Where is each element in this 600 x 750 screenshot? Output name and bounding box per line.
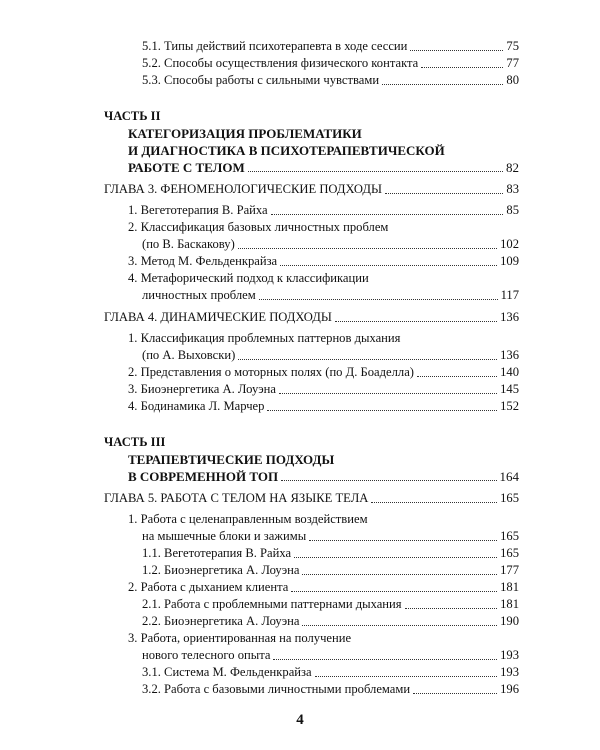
toc-entry-label: 5.1. Типы действий психотерапевта в ходе сессии [142, 39, 408, 53]
toc-page-number: 85 [506, 203, 519, 217]
dot-leader [280, 264, 497, 266]
part-title-line: КАТЕГОРИЗАЦИЯ ПРОБЛЕМАТИКИ [128, 126, 362, 141]
toc-entry-label: 3. Биоэнергетика А. Лоуэна [128, 382, 277, 396]
dot-leader [335, 320, 497, 322]
toc-entry-label: 4. Бодинамика Л. Марчер [128, 399, 265, 413]
toc-entry[interactable] [104, 347, 519, 364]
toc-entry[interactable] [104, 72, 519, 89]
dot-leader [271, 213, 504, 215]
toc-entry-label[interactable]: 1. Классификация проблемных паттернов дыхания [128, 331, 401, 345]
chapter-entry[interactable] [104, 490, 519, 507]
toc-page-number: 165 [500, 546, 519, 560]
toc-entry-label: 5.2. Способы осуществления физического контакта [142, 56, 419, 70]
chapter-entry[interactable] [104, 181, 519, 198]
toc-entry[interactable] [104, 681, 519, 698]
toc-entry[interactable] [104, 287, 519, 304]
toc-page-number: 136 [500, 348, 519, 362]
toc-entry-label: 1.2. Биоэнергетика А. Лоуэна [142, 563, 300, 577]
toc-page-number: 75 [506, 39, 519, 53]
toc-entry[interactable] [104, 579, 519, 596]
part-title-line: РАБОТЕ С ТЕЛОМ [128, 160, 245, 175]
toc-page-number: 83 [506, 182, 519, 196]
toc-entry[interactable] [104, 596, 519, 613]
dot-leader [267, 409, 497, 411]
toc-page-number: 165 [500, 529, 519, 543]
dot-leader [291, 590, 497, 592]
toc-entry-label: 2.2. Биоэнергетика А. Лоуэна [142, 614, 300, 628]
page-number: 4 [296, 712, 304, 728]
toc-entry-label: 3.2. Работа с базовыми личностными проблемами [142, 682, 411, 696]
toc-page-number: 136 [500, 310, 519, 324]
toc-entry[interactable] [104, 381, 519, 398]
toc-page-number: 196 [500, 682, 519, 696]
dot-leader [248, 170, 503, 172]
dot-leader [413, 692, 497, 694]
toc-entry-label: личностных проблем [142, 288, 256, 302]
toc-entry[interactable] [104, 562, 519, 579]
toc-entry[interactable] [104, 545, 519, 562]
toc-entry[interactable] [104, 647, 519, 664]
dot-leader [302, 573, 497, 575]
toc-page-number: 190 [500, 614, 519, 628]
toc-entry-label: 2.1. Работа с проблемными паттернами дыхания [142, 597, 402, 611]
toc-page-number: 152 [500, 399, 519, 413]
part-title-line: И ДИАГНОСТИКА В ПСИХОТЕРАПЕВТИЧЕСКОЙ [128, 143, 445, 158]
dot-leader [294, 556, 497, 558]
dot-leader [238, 247, 497, 249]
toc-page-number: 181 [500, 597, 519, 611]
dot-leader [382, 83, 503, 85]
toc-entry-label: на мышечные блоки и зажимы [142, 529, 307, 543]
toc-page-number: 164 [499, 469, 519, 484]
toc-page-number: 140 [500, 365, 519, 379]
part-title-line: В СОВРЕМЕННОЙ ТОП [128, 469, 279, 484]
toc-entry[interactable] [104, 253, 519, 270]
dot-leader [302, 624, 497, 626]
toc-entry[interactable] [104, 364, 519, 381]
toc-entry-label: (по В. Баскакову) [142, 237, 235, 251]
chapter-entry[interactable] [104, 309, 519, 326]
toc-page-number: 193 [500, 648, 519, 662]
toc-entry-label: 1. Вегетотерапия В. Райха [128, 203, 268, 217]
toc-entry[interactable] [104, 613, 519, 630]
toc-entry-label: 3.1. Система М. Фельденкрайза [142, 665, 312, 679]
toc-page-number: 109 [500, 254, 519, 268]
chapter-title: ГЛАВА 3. ФЕНОМЕНОЛОГИЧЕСКИЕ ПОДХОДЫ [104, 182, 382, 196]
toc-entry-label: (по А. Выховски) [142, 348, 236, 362]
table-of-contents [104, 38, 519, 698]
toc-page-number: 145 [500, 382, 519, 396]
toc-page-number: 177 [500, 563, 519, 577]
toc-page-number: 117 [500, 288, 519, 302]
toc-entry[interactable] [104, 202, 519, 219]
dot-leader [385, 192, 503, 194]
toc-page-number: 193 [500, 665, 519, 679]
toc-entry-label: 3. Метод М. Фельденкрайза [128, 254, 278, 268]
toc-entry[interactable] [104, 236, 519, 253]
toc-page-number: 77 [506, 56, 519, 70]
toc-entry[interactable] [104, 398, 519, 415]
dot-leader [417, 375, 497, 377]
toc-entry-label[interactable]: 1. Работа с целенаправленным воздействием [128, 512, 368, 526]
dot-leader [371, 501, 497, 503]
dot-leader [279, 392, 497, 394]
part-title[interactable] [104, 451, 519, 485]
dot-leader [238, 358, 497, 360]
toc-page-number: 181 [500, 580, 519, 594]
dot-leader [315, 675, 498, 677]
toc-entry-label: 1.1. Вегетотерапия В. Райха [142, 546, 292, 560]
toc-entry-label: 2. Работа с дыханием клиента [128, 580, 289, 594]
toc-entry[interactable] [104, 664, 519, 681]
toc-entry-label[interactable]: 2. Классификация базовых личностных проблем [128, 220, 389, 234]
toc-entry[interactable] [104, 55, 519, 72]
toc-entry[interactable] [104, 528, 519, 545]
dot-leader [421, 66, 503, 68]
part-title[interactable] [104, 125, 519, 176]
part-label: ЧАСТЬ II [104, 109, 161, 123]
part-label: ЧАСТЬ III [104, 435, 166, 449]
chapter-title: ГЛАВА 5. РАБОТА С ТЕЛОМ НА ЯЗЫКЕ ТЕЛА [104, 491, 369, 505]
dot-leader [410, 49, 503, 51]
toc-entry-label[interactable]: 4. Метафорический подход к классификации [128, 271, 369, 285]
toc-entry-label: 5.3. Способы работы с сильными чувствами [142, 73, 380, 87]
toc-page-number: 102 [500, 237, 519, 251]
toc-page-number: 80 [506, 73, 519, 87]
toc-page-number: 82 [506, 160, 519, 175]
toc-entry-label[interactable]: 3. Работа, ориентированная на получение [128, 631, 352, 645]
part-title-line: ТЕРАПЕВТИЧЕСКИЕ ПОДХОДЫ [128, 452, 335, 467]
dot-leader [309, 539, 497, 541]
dot-leader [281, 479, 496, 481]
toc-entry-label: 2. Представления о моторных полях (по Д. Боаделла) [128, 365, 414, 379]
dot-leader [259, 298, 498, 300]
toc-page-number: 165 [500, 491, 519, 505]
chapter-title: ГЛАВА 4. ДИНАМИЧЕСКИЕ ПОДХОДЫ [104, 310, 332, 324]
dot-leader [273, 658, 497, 660]
toc-entry-label: нового телесного опыта [142, 648, 271, 662]
toc-entry[interactable] [104, 38, 519, 55]
dot-leader [405, 607, 498, 609]
